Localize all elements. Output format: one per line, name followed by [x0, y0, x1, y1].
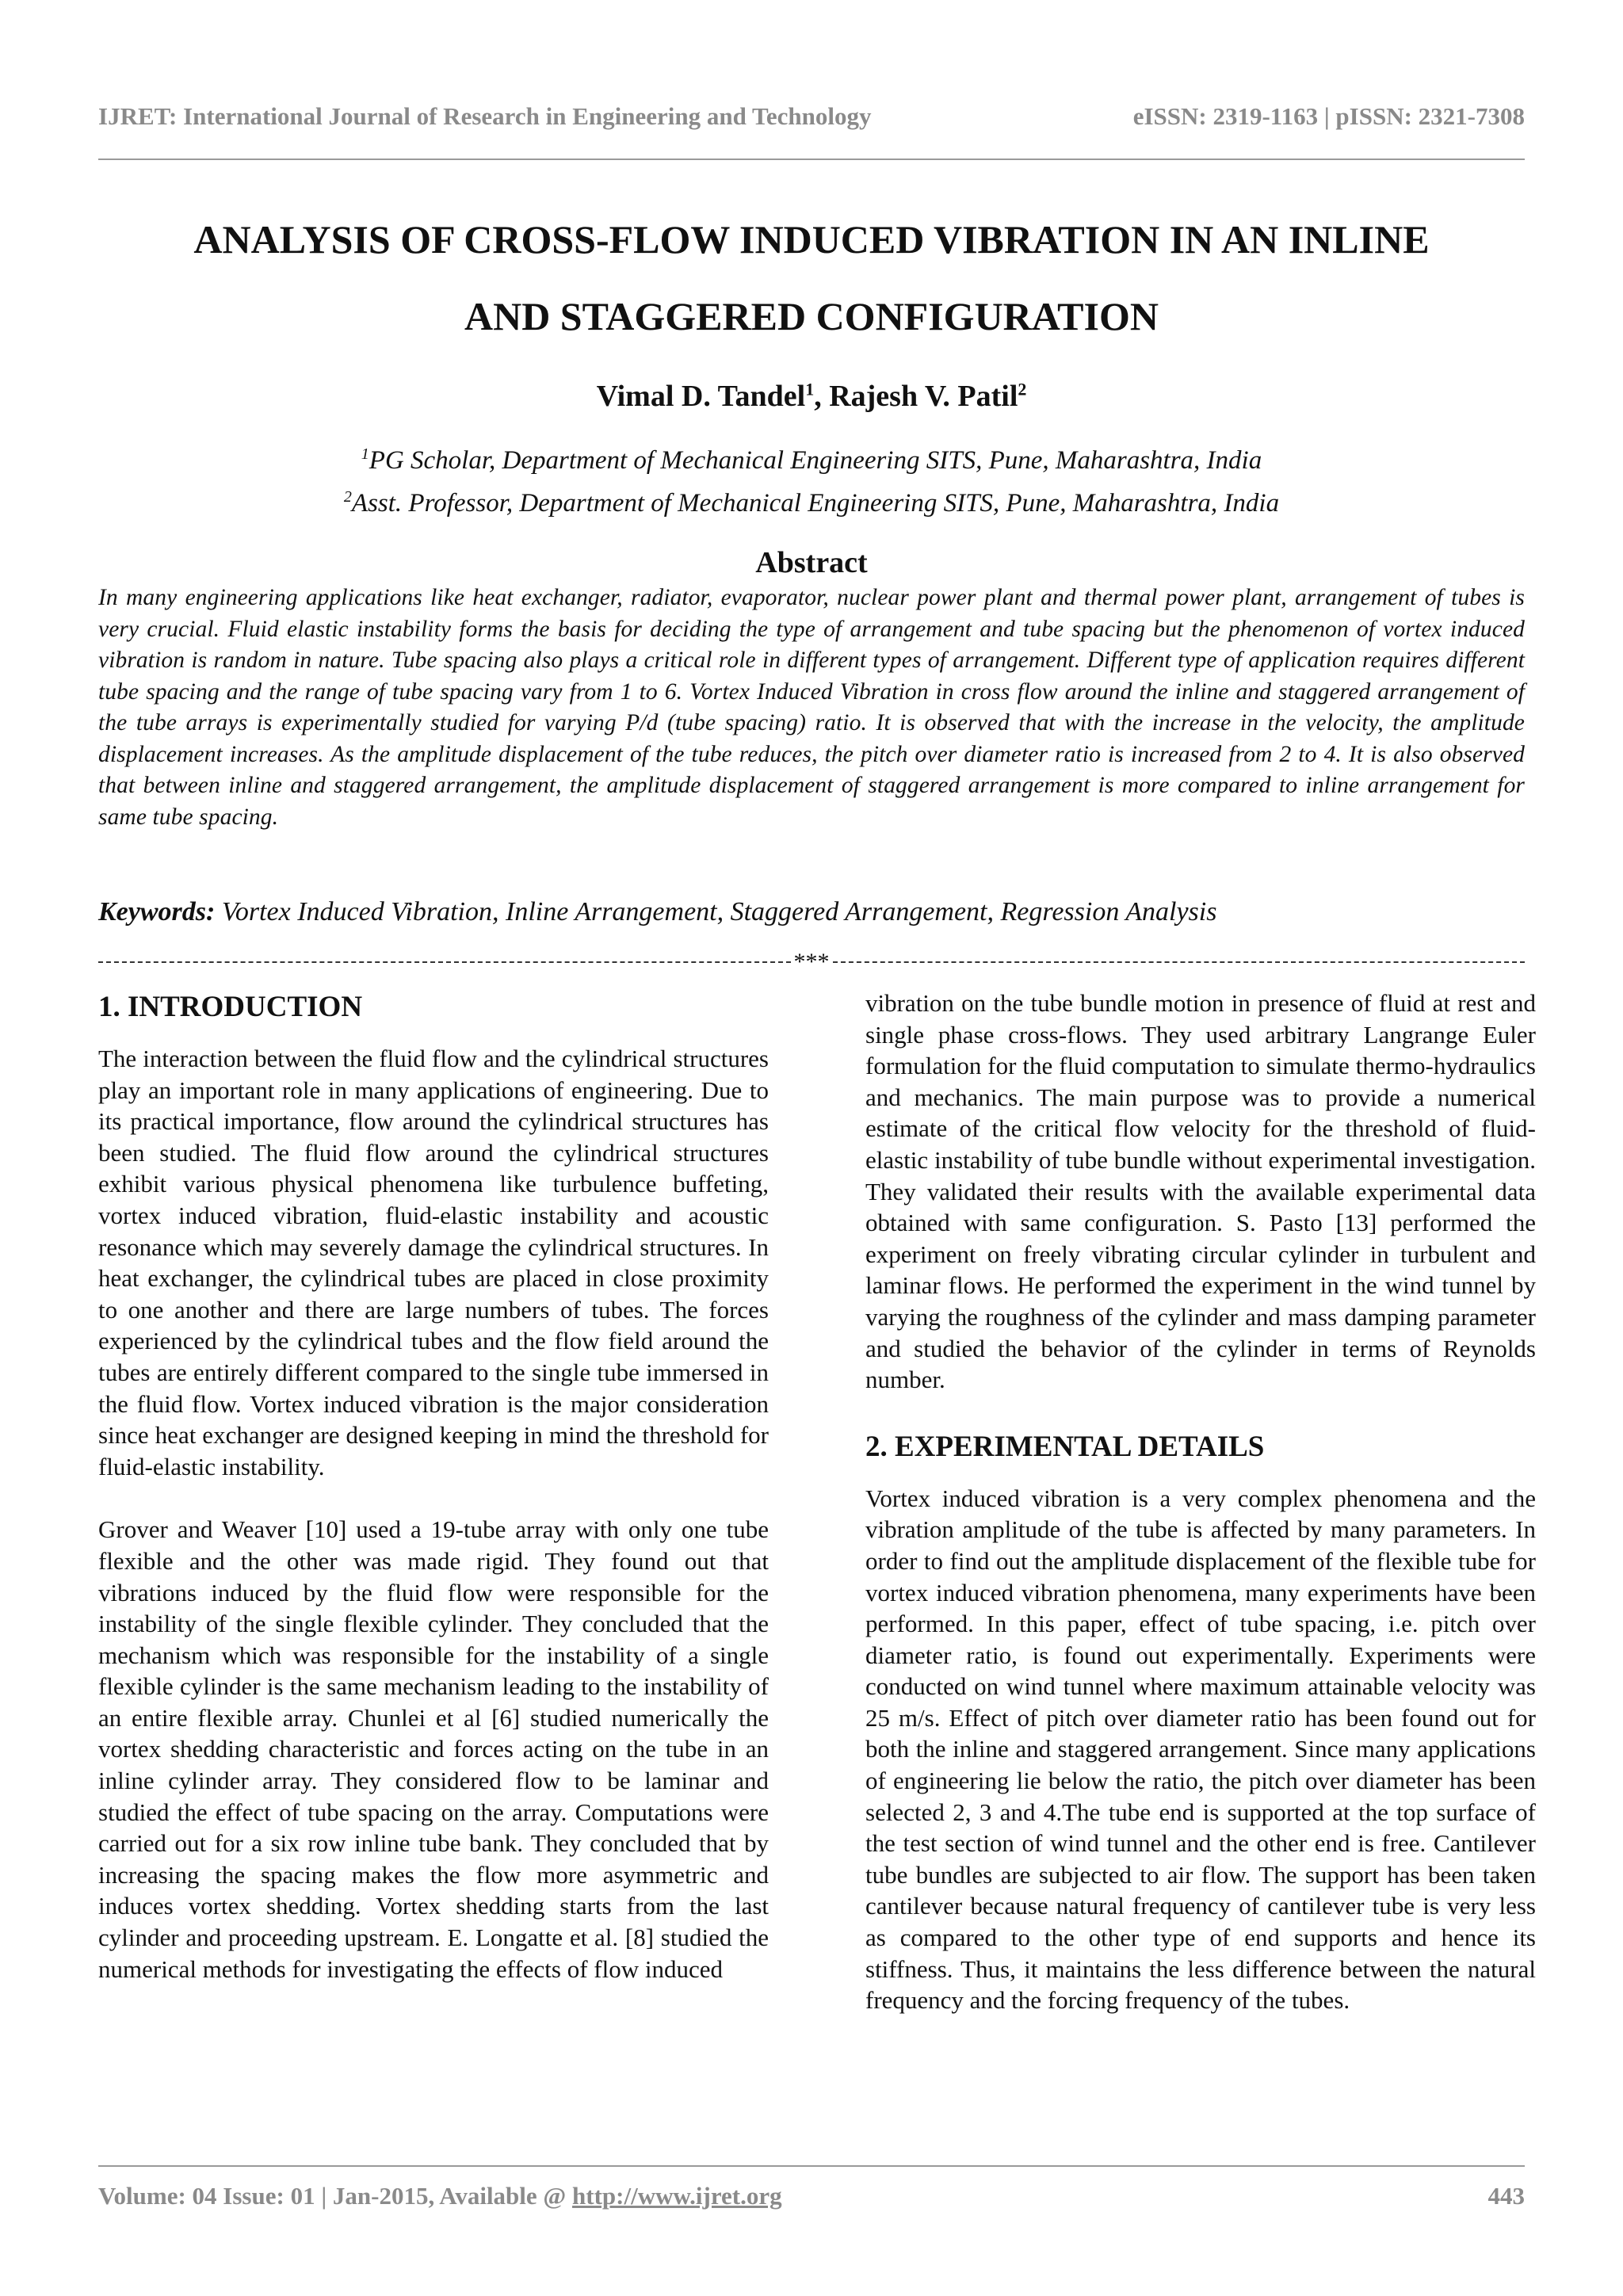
affiliation-2-text: Asst. Professor, Department of Mechanical Engineering SITS, Pune, Maharashtra, India — [351, 489, 1280, 518]
footer-volume-text: Volume: 04 Issue: 01 | Jan-2015, Available @ — [98, 2182, 573, 2210]
separator-line-left — [98, 961, 791, 963]
affiliation-1 — [98, 436, 1525, 479]
introduction-paragraph-3: vibration on the tube bundle motion in presence of fluid at rest and single phase cross-flows. They used arbitrary Langrange Euler formulation for the fluid computation to simulate thermo-hydraulics and mechanics. The main purpose was to provide a numerical estimate of the critical flow velocity for the threshold of fluid-elastic instability of tube bundle without experimental investigation. They validated their results with the available experimental data obtained with same configuration. S. Pasto [13] performed the experiment on freely vibrating circular cylinder in turbulent and laminar flows. He performed the experiment in the wind tunnel by varying the roughness of the cylinder and mass damping parameter and studied the behavior of the cylinder in terms of Reynolds number. — [865, 989, 1536, 1394]
affiliations — [98, 436, 1525, 521]
introduction-heading: 1. INTRODUCTION — [98, 991, 363, 1023]
right-column — [865, 988, 1536, 2016]
separator-mark: *** — [793, 949, 830, 975]
abstract-heading: Abstract — [755, 546, 868, 579]
author-2: Rajesh V. Patil — [829, 380, 1018, 413]
keywords-label: Keywords: — [98, 897, 216, 926]
affiliation-2-sup: 2 — [343, 488, 352, 506]
author-1: Vimal D. Tandel — [596, 380, 806, 413]
footer-volume — [98, 2182, 782, 2210]
abstract-text: In many engineering applications like heat exchanger, radiator, evaporator, nuclear power plant and thermal power plant, arrangement of tubes is very crucial. Fluid elastic instability forms the basis for deciding the type of arrangement and tube spacing but the phenomenon of vortex induced vibration is random in nature. Tube spacing also plays a critical role in different types of arrangement. Different type of application requires different tube spacing and the range of tube spacing vary from 1 to 6. Vortex Induced Vibration in cross flow around the inline and staggered arrangement of the tube arrays is experimentally studied for varying P/d (tube spacing) ratio. It is observed that with the increase in the velocity, the amplitude displacement increases. As the amplitude displacement of the tube reduces, the pitch over diameter ratio is increased from 2 to 4. It is also observed that between inline and staggered arrangement, the amplitude displacement of staggered arrangement is more compared to inline arrangement for same tube spacing. — [98, 585, 1525, 830]
experimental-paragraph-1: Vortex induced vibration is a very complex phenomena and the vibration amplitude of the tube is affected by many parameters. In order to find out the amplitude displacement of the flexible tube for vortex induced vibration phenomena, many experiments have been performed. In this paper, effect of tube spacing, i.e. pitch over diameter ratio, is found out experimentally. Experiments were conducted on wind tunnel where maximum attainable velocity was 25 m/s. Effect of pitch over diameter ratio has been found out for both the inline and staggered arrangement. Since many applications of engineering lie below the ratio, the pitch over diameter has been selected 2, 3 and 4.The tube end is supported at the top surface of the test section of wind tunnel and the other end is free. Cantilever tube bundles are subjected to air flow. The support has been taken cantilever because natural frequency of cantilever tube is very less as compared to the other type of end supports and hence its stiffness. Thus, it maintains the less difference between the natural frequency and the forcing frequency of the tubes. — [865, 1484, 1536, 2015]
author-1-sup: 1 — [805, 379, 815, 399]
author-separator: , — [814, 380, 830, 413]
introduction-paragraph-1: The interaction between the fluid flow and the cylindrical structures play an important role in many applications of engineering. Due to its practical importance, flow around the cylindrical structures has been studied. The fluid flow around the cylindrical structures exhibit various physical phenomena like turbulence buffeting, vortex induced vibration, fluid-elastic instability and acoustic resonance which may severely damage the cylindrical structures. In heat exchanger, the cylindrical tubes are placed in close proximity to one another and there are large numbers of tubes. The forces experienced by the cylindrical tubes and the flow field around the tubes are entirely different compared to the single tube immersed in the fluid flow. Vortex induced vibration is the major consideration since heat exchanger are designed keeping in mind the threshold for fluid-elastic instability. — [98, 1045, 769, 1480]
affiliation-2 — [98, 479, 1525, 521]
author-list — [98, 379, 1525, 414]
introduction-paragraph-2: Grover and Weaver [10] used a 19-tube array with only one tube flexible and the other was made rigid. They found out that vibrations induced by the fluid flow were responsible for the instability of the single flexible cylinder. They concluded that the mechanism which was responsible for the instability of a single flexible cylinder is the same mechanism leading to the instability of an entire flexible array. Chunlei et al [6] studied numerically the vortex shedding characteristic and forces acting on the tube in an inline cylinder array. They considered flow to be laminar and studied the effect of tube spacing on the array. Computations were carried out for a six row inline tube bank. They concluded that by increasing the spacing makes the flow more asymmetric and induces vortex shedding. Vortex shedding starts from the last cylinder and proceeding upstream. E. Longatte et al. [8] studied the numerical methods for investigating the effects of flow induced — [98, 1515, 769, 1983]
affiliation-1-text: PG Scholar, Department of Mechanical Engineering SITS, Pune, Maharashtra, India — [369, 446, 1262, 475]
issn-info: eISSN: 2319-1163 | pISSN: 2321-7308 — [1132, 102, 1525, 130]
paper-title — [98, 201, 1525, 355]
separator-line-right — [833, 961, 1526, 963]
title-line-1: ANALYSIS OF CROSS-FLOW INDUCED VIBRATION IN AN INLINE — [193, 217, 1430, 262]
author-2-sup: 2 — [1018, 379, 1027, 399]
keywords — [98, 897, 1525, 927]
page-number: 443 — [1487, 2182, 1525, 2210]
section-separator — [98, 948, 1525, 976]
running-footer — [98, 2176, 1525, 2216]
affiliation-1-sup: 1 — [361, 445, 369, 463]
running-header — [98, 97, 1525, 136]
footer-divider — [98, 2165, 1525, 2167]
journal-name: IJRET: International Journal of Research in Engineering and Technology — [98, 102, 872, 130]
experimental-heading: 2. EXPERIMENTAL DETAILS — [865, 1430, 1265, 1463]
journal-link[interactable]: http://www.ijret.org — [572, 2182, 782, 2210]
left-column — [98, 988, 769, 1985]
header-divider — [98, 159, 1525, 160]
title-line-2: AND STAGGERED CONFIGURATION — [464, 294, 1159, 338]
keywords-text: Vortex Induced Vibration, Inline Arrangement, Staggered Arrangement, Regression Analysis — [221, 897, 1217, 926]
